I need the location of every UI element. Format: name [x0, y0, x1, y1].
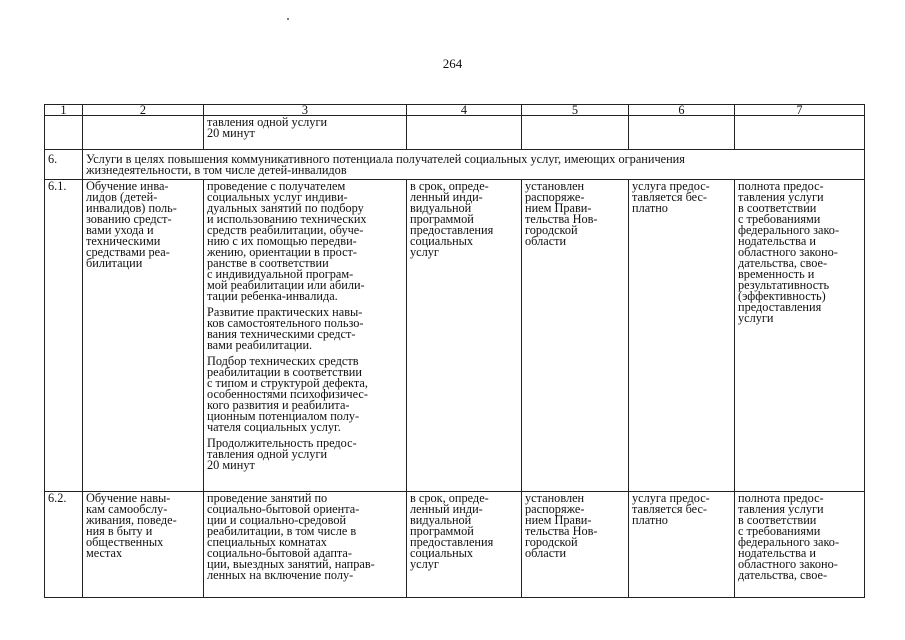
- service-description-cell: [204, 180, 407, 492]
- quality-cell: [735, 492, 865, 598]
- text-line: ков самостоятельного пользо-: [207, 316, 364, 330]
- text-line: Обучение инва-: [86, 179, 169, 193]
- text-line: нием Прави-: [525, 201, 592, 215]
- text-line: результативность: [738, 278, 830, 292]
- section-title: Услуги в целях повышения коммуникативного потенциала получателей социальных услуг, имеющих ограничения жизнедеятельности, в том числе детей-инвалидов: [83, 150, 865, 180]
- text-line: Подбор технических средств: [207, 354, 359, 368]
- text-line: полнота предос-: [738, 179, 824, 193]
- text-line: областного законо-: [738, 557, 838, 571]
- text-line: предоставления: [410, 535, 494, 549]
- text-line: временность и: [738, 267, 815, 281]
- norm-cell: [522, 180, 629, 492]
- table-header-row: [45, 105, 865, 116]
- column-header: 7: [735, 105, 865, 116]
- term-cell: [407, 492, 522, 598]
- text-line: вами ухода и: [86, 223, 154, 237]
- text-line: и использованию технических: [207, 212, 367, 226]
- cell-text: 6.1.: [48, 179, 67, 193]
- text-line: платно: [632, 513, 668, 527]
- text-line: с требованиями: [738, 524, 821, 538]
- text-line: программой: [410, 212, 474, 226]
- text-line: проведение с получателем: [207, 179, 346, 193]
- text-line: ции, выездных занятий, направ-: [207, 557, 375, 571]
- column-header: 1: [45, 105, 83, 116]
- text-line: областного законо-: [738, 245, 838, 259]
- section-number: 6.: [45, 150, 83, 180]
- text-line: в соответствии: [738, 513, 817, 527]
- text-line: местах: [86, 546, 123, 560]
- text-line: тельства Нов-: [525, 212, 598, 226]
- text-line: (эффективность): [738, 289, 826, 303]
- text-line: 20 минут: [207, 458, 255, 472]
- text-line: нодательства и: [738, 234, 816, 248]
- text-line: тации ребенка-инвалида.: [207, 289, 338, 303]
- text-line: чателя социальных услуг.: [207, 420, 341, 434]
- text-line: живания, поведе-: [86, 513, 177, 527]
- column-header: 2: [83, 105, 204, 116]
- text-line: федерального зако-: [738, 535, 840, 549]
- text-line: федерального зако-: [738, 223, 840, 237]
- service-name-cell: [83, 180, 204, 492]
- text-line: услуга предос-: [632, 493, 710, 505]
- text-line: общественных: [86, 535, 164, 549]
- text-line: предоставления: [738, 300, 822, 314]
- text-line: нием Прави-: [525, 513, 592, 527]
- text-line: полнота предос-: [738, 493, 824, 505]
- text-line: услуги: [738, 311, 774, 325]
- text-line: зованию средст-: [86, 212, 172, 226]
- text-line: с типом и структурой дефекта,: [207, 376, 368, 390]
- text-line: тавляется бес-: [632, 190, 708, 204]
- term-cell: [407, 180, 522, 492]
- text-line: тавления услуги: [738, 190, 824, 204]
- text-line: кам самообслу-: [86, 502, 168, 516]
- text-line: с требованиями: [738, 212, 821, 226]
- text-line: реабилитации, в том числе в: [207, 524, 357, 538]
- text-line: билитации: [86, 256, 143, 270]
- table-row: [45, 180, 865, 492]
- text-line: ционным потенциалом полу-: [207, 409, 360, 423]
- text-line: жению, ориентации в прост-: [207, 245, 357, 259]
- text-line: мой реабилитации или абили-: [207, 278, 365, 292]
- text-line: в срок, опреде-: [410, 179, 489, 193]
- description-paragraph: [207, 438, 403, 471]
- text-line: вами реабилитации.: [207, 338, 313, 352]
- description-paragraph: [207, 356, 403, 433]
- speck-mark: [287, 18, 289, 20]
- text-line: социально-бытовой адапта-: [207, 546, 352, 560]
- text-line: нию с их помощью передви-: [207, 234, 357, 248]
- text-line: лидов (детей-: [86, 190, 158, 204]
- row-number: [45, 180, 83, 492]
- text-line: в соответствии: [738, 201, 817, 215]
- text-line: тавляется бес-: [632, 502, 708, 516]
- text-line: распоряже-: [525, 190, 585, 204]
- text-line: услуг: [410, 557, 439, 571]
- text-line: дуальных занятий по подбору: [207, 201, 364, 215]
- text-line: социальных услуг индиви-: [207, 190, 348, 204]
- text-line: ленный инди-: [410, 190, 483, 204]
- continuation-cell: тавления одной услуги 20 минут: [204, 116, 407, 150]
- table-row: [45, 492, 865, 598]
- text-line: предоставления: [410, 223, 494, 237]
- text-line: нодательства и: [738, 546, 816, 560]
- text-line: социальных: [410, 546, 474, 560]
- page-number: 264: [442, 56, 463, 71]
- text-line: услуга предос-: [632, 179, 710, 193]
- service-name-cell: [83, 492, 204, 598]
- norm-cell: [522, 492, 629, 598]
- payment-cell: [629, 180, 735, 492]
- text-line: средствами реа-: [86, 245, 170, 259]
- text-line: дательства, свое-: [738, 256, 828, 270]
- text-line: кого развития и реабилита-: [207, 398, 350, 412]
- text-line: ции и социально-средовой: [207, 513, 347, 527]
- description-paragraph: [207, 181, 403, 302]
- payment-cell: [629, 492, 735, 598]
- text-line: области: [525, 234, 567, 248]
- column-header: 4: [407, 105, 522, 116]
- text-line: в срок, опреде-: [410, 493, 489, 505]
- text-line: программой: [410, 524, 474, 538]
- text-line: области: [525, 546, 567, 560]
- text-line: социальных: [410, 234, 474, 248]
- text-line: видуальной: [410, 513, 472, 527]
- text-line: городской: [525, 535, 578, 549]
- cell-text: 6.2.: [48, 493, 67, 505]
- continuation-row: [45, 116, 865, 150]
- quality-cell: [735, 180, 865, 492]
- text-line: дательства, свое-: [738, 568, 828, 582]
- text-line: ленный инди-: [410, 502, 483, 516]
- text-line: реабилитации в соответствии: [207, 365, 362, 379]
- section-row: [45, 150, 865, 180]
- text-line: Развитие практических навы-: [207, 305, 363, 319]
- text-line: установлен: [525, 179, 585, 193]
- services-table: [44, 104, 865, 598]
- text-line: ленных на включение полу-: [207, 568, 354, 582]
- text-line: тавления одной услуги: [207, 447, 328, 461]
- text-line: специальных комнатах: [207, 535, 327, 549]
- text-line: городской: [525, 223, 578, 237]
- text-line: тавления услуги: [738, 502, 824, 516]
- text-line: с индивидуальной програм-: [207, 267, 354, 281]
- column-header: 6: [629, 105, 735, 116]
- text-line: средств реабилитации, обуче-: [207, 223, 364, 237]
- text-line: ранстве в соответствии: [207, 256, 329, 270]
- text-line: тельства Нов-: [525, 524, 598, 538]
- text-line: видуальной: [410, 201, 472, 215]
- column-header: 5: [522, 105, 629, 116]
- service-description-cell: [204, 492, 407, 598]
- text-line: инвалидов) поль-: [86, 201, 177, 215]
- text-line: установлен: [525, 493, 585, 505]
- text-line: платно: [632, 201, 668, 215]
- text-line: услуг: [410, 245, 439, 259]
- text-line: техническими: [86, 234, 161, 248]
- description-paragraph: [207, 307, 403, 351]
- text-line: особенностями психофизичес-: [207, 387, 368, 401]
- text-line: Продолжительность предос-: [207, 436, 357, 450]
- text-line: социально-бытовой ориента-: [207, 502, 360, 516]
- text-line: распоряже-: [525, 502, 585, 516]
- column-header: 3: [204, 105, 407, 116]
- description-paragraph: [207, 493, 403, 581]
- text-line: проведение занятий по: [207, 493, 328, 505]
- text-line: ния в быту и: [86, 524, 153, 538]
- row-number: [45, 492, 83, 598]
- text-line: вания техническими средст-: [207, 327, 356, 341]
- text-line: Обучение навы-: [86, 493, 171, 505]
